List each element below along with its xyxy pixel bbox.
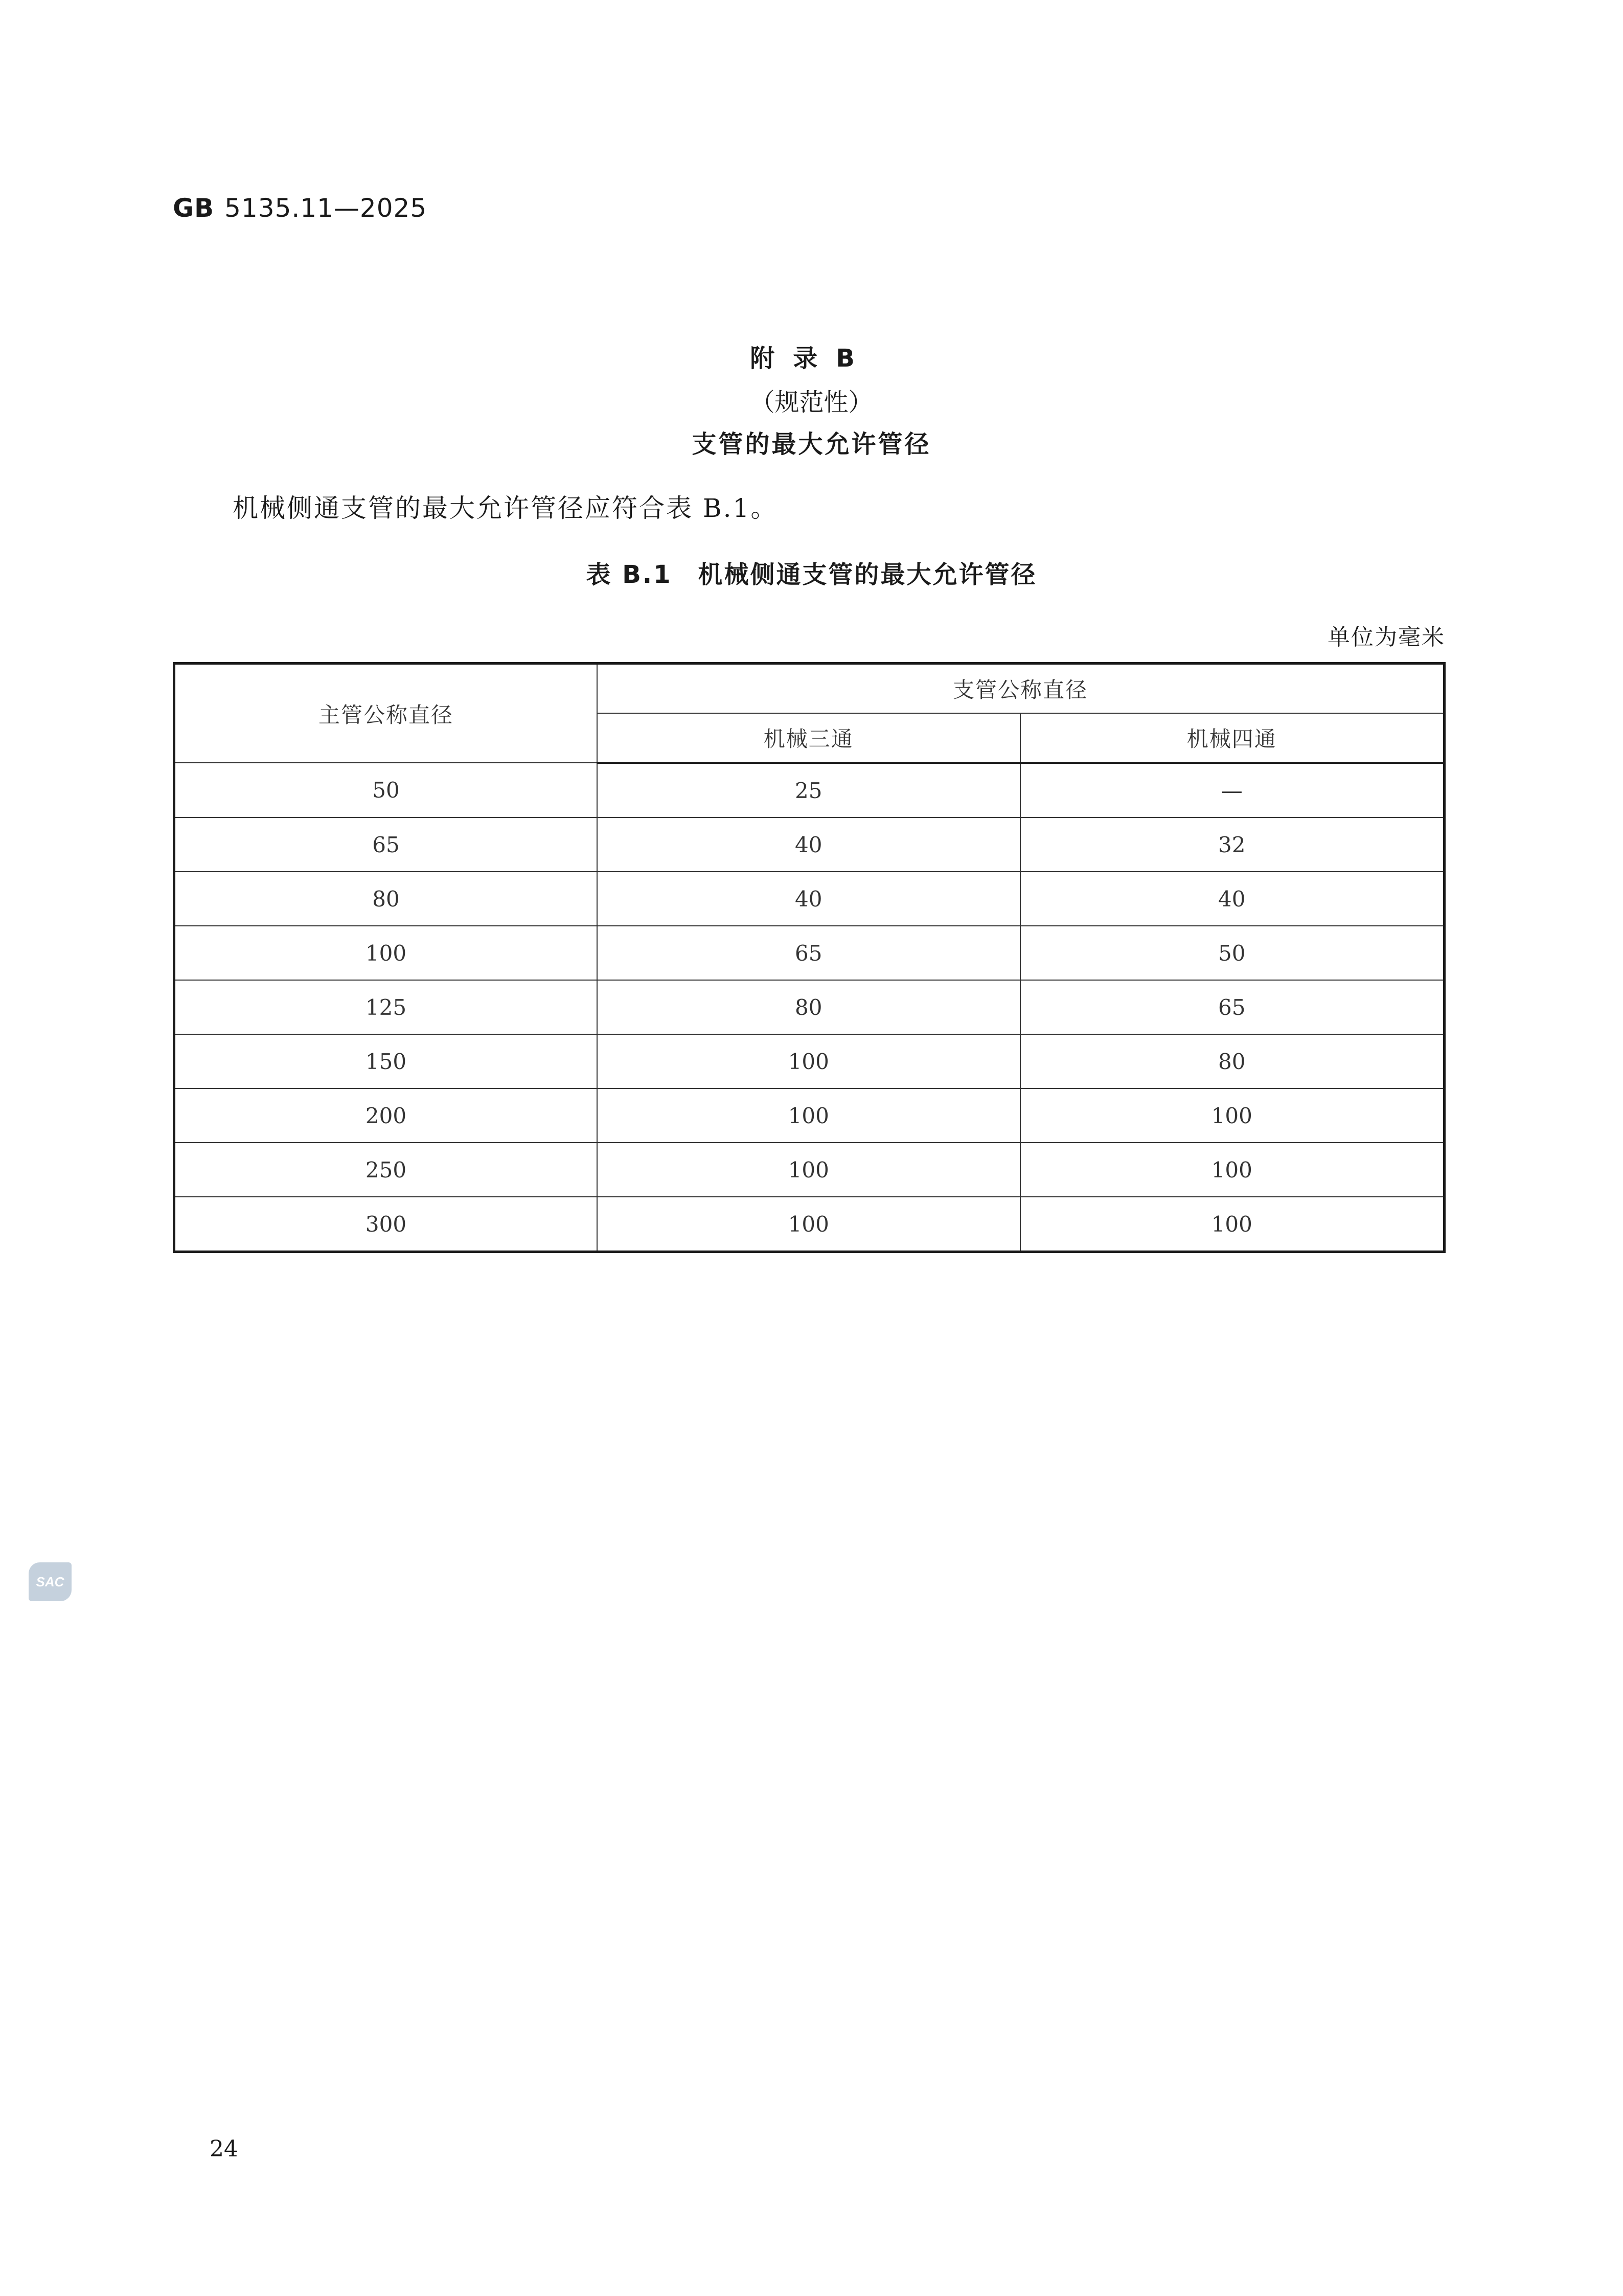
header-main-pipe-diameter: 主管公称直径	[174, 664, 598, 763]
page-number: 24	[210, 2136, 238, 2162]
table-row	[174, 817, 1445, 872]
standard-number: 5135.11—2025	[224, 193, 427, 223]
cell-tee-diameter: 80	[597, 980, 1020, 1034]
table-row	[174, 1197, 1445, 1252]
standard-code	[173, 193, 427, 223]
appendix-label: 附录B	[750, 344, 873, 373]
cell-tee-diameter: 40	[597, 872, 1020, 926]
cell-cross-diameter: 80	[1020, 1034, 1445, 1088]
cell-tee-diameter: 100	[597, 1143, 1020, 1197]
table-row	[174, 1143, 1445, 1197]
cell-cross-diameter: 32	[1020, 817, 1445, 872]
cell-cross-diameter: 100	[1020, 1197, 1445, 1252]
cell-main-diameter: 50	[174, 763, 598, 817]
sac-logo-icon	[31, 1572, 70, 1592]
cell-main-diameter: 65	[174, 817, 598, 872]
cell-tee-diameter: 100	[597, 1034, 1020, 1088]
max-branch-diameter-table	[173, 662, 1446, 1253]
table-row	[174, 1034, 1445, 1088]
table-row	[174, 926, 1445, 980]
header-mechanical-cross: 机械四通	[1020, 713, 1445, 763]
table-caption: 表 B.1 机械侧通支管的最大允许管径	[586, 560, 1037, 589]
appendix-type: （规范性）	[750, 388, 873, 417]
cell-cross-diameter: 40	[1020, 872, 1445, 926]
cell-tee-diameter: 65	[597, 926, 1020, 980]
cell-main-diameter: 300	[174, 1197, 598, 1252]
table-row	[174, 980, 1445, 1034]
cell-cross-diameter: 50	[1020, 926, 1445, 980]
sac-watermark-logo	[29, 1562, 72, 1601]
standard-prefix: GB	[173, 193, 215, 223]
cell-main-diameter: 125	[174, 980, 598, 1034]
cell-main-diameter: 250	[174, 1143, 598, 1197]
unit-note: 单位为毫米	[1328, 624, 1445, 650]
cell-tee-diameter: 25	[597, 763, 1020, 817]
cell-tee-diameter: 40	[597, 817, 1020, 872]
cell-main-diameter: 80	[174, 872, 598, 926]
table-row	[174, 763, 1445, 817]
cell-tee-diameter: 100	[597, 1088, 1020, 1143]
table-row	[174, 872, 1445, 926]
header-branch-pipe-diameter: 支管公称直径	[597, 664, 1445, 714]
cell-main-diameter: 200	[174, 1088, 598, 1143]
table-row	[174, 1088, 1445, 1143]
cell-cross-diameter: 100	[1020, 1143, 1445, 1197]
intro-paragraph: 机械侧通支管的最大允许管径应符合表 B.1。	[233, 493, 778, 523]
cell-cross-diameter: —	[1020, 763, 1445, 817]
svg-text:SAC: SAC	[36, 1574, 64, 1589]
cell-main-diameter: 100	[174, 926, 598, 980]
header-mechanical-tee: 机械三通	[597, 713, 1020, 763]
cell-tee-diameter: 100	[597, 1197, 1020, 1252]
cell-main-diameter: 150	[174, 1034, 598, 1088]
cell-cross-diameter: 100	[1020, 1088, 1445, 1143]
cell-cross-diameter: 65	[1020, 980, 1445, 1034]
appendix-title: 支管的最大允许管径	[692, 430, 931, 459]
